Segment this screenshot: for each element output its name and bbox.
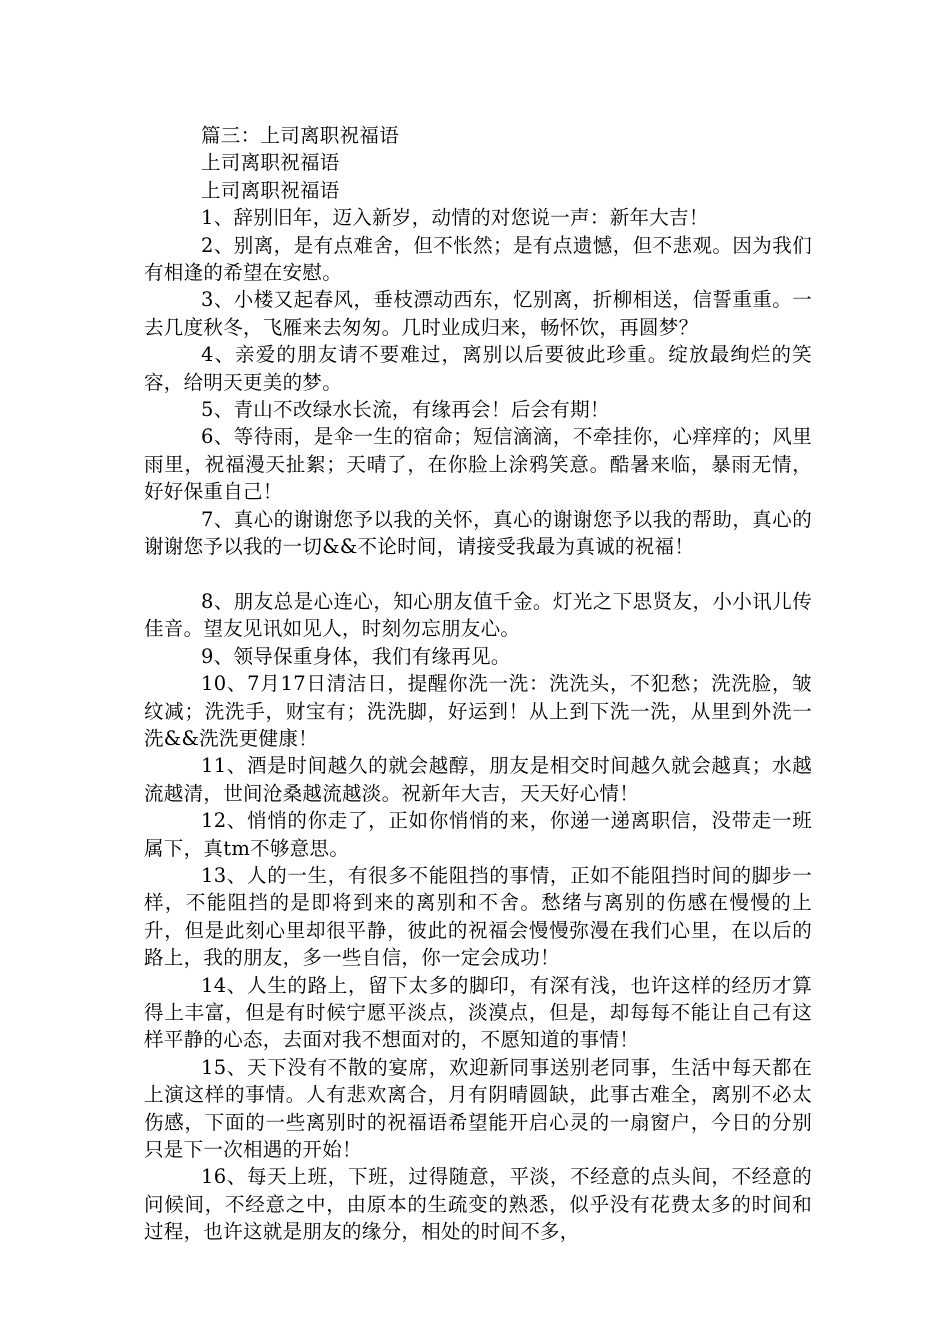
paragraph-7: 7、真心的谢谢您予以我的关怀，真心的谢谢您予以我的帮助，真心的谢谢您予以我的一切&&不论时间，请接受我最为真诚的祝福！ [144,507,812,559]
paragraph-9: 9、领导保重身体，我们有缘再见。 [201,644,511,668]
paragraph-14: 14、人生的路上，留下太多的脚印，有深有浅，也许这样的经历才算得上丰富，但是有时候宁愿平淡点，淡漠点，但是，却每每不能让自己有这样平静的心态，去面对我不想面对的，不愿知道的事情！ [144,973,812,1052]
paragraph-15: 15、天下没有不散的宴席，欢迎新同事送别老同事，生活中每天都在上演这样的事情。人有悲欢离合，月有阴晴圆缺，此事古难全，离别不必太伤感，下面的一些离别时的祝福语希望能开启心灵的一扇窗户，今日的分别只是下一次相遇的开始！ [144,1055,812,1162]
paragraph-2: 2、别离，是有点难舍，但不怅然；是有点遗憾，但不悲观。因为我们有相逢的希望在安慰。 [144,233,812,285]
paragraph-4: 4、亲爱的朋友请不要难过，离别以后要彼此珍重。绽放最绚烂的笑容，给明天更美的梦。 [144,343,812,394]
document-body [144,122,812,1246]
paragraph-12: 12、悄悄的你走了，正如你悄悄的来，你递一递离职信，没带走一班属下，真tm不够意思。 [144,809,812,860]
paragraph-6: 6、等待雨，是伞一生的宿命；短信滴滴，不牵挂你，心痒痒的；风里雨里，祝福漫天扯絮；天晴了，在你脸上涂鸦笑意。酷暑来临，暴雨无情，好好保重自己！ [144,425,812,504]
paragraph-10: 10、7月17日清洁日，提醒你洗一洗：洗洗头，不犯愁；洗洗脸，皱纹减；洗洗手，财宝有；洗洗脚，好运到！从上到下洗一洗，从里到外洗一洗&&洗洗更健康！ [144,672,812,750]
paragraph-8: 8、朋友总是心连心，知心朋友值千金。灯光之下思贤友，小小讯儿传佳音。望友见讯如见人，时刻勿忘朋友心。 [144,589,812,641]
paragraph-13: 13、人的一生，有很多不能阻挡的事情，正如不能阻挡时间的脚步一样，不能阻挡的是即将到来的离别和不舍。愁绪与离别的伤感在慢慢的上升，但是此刻心里却很平静，彼此的祝福会慢慢弥漫在我们心里，在以后的路上，我的朋友，多一些自信，你一定会成功！ [144,863,812,970]
paragraph-16: 16、每天上班，下班，过得随意，平淡，不经意的点头间，不经意的问候间，不经意之中，由原本的生疏变的熟悉，似乎没有花费太多的时间和过程，也许这就是朋友的缘分，相处的时间不多， [144,1165,812,1244]
paragraph-1: 1、辞别旧年，迈入新岁，动情的对您说一声：新年大吉！ [201,206,709,230]
paragraph-3: 3、小楼又起春风，垂枝漂动西东，忆别离，折柳相送，信誓重重。一去几度秋冬，飞雁来去匆匆。几时业成归来，畅怀饮，再圆梦？ [144,288,812,339]
article-subtitle: 上司离职祝福语 [201,178,340,202]
paragraph-5: 5、青山不改绿水长流，有缘再会！后会有期！ [201,398,610,422]
blank-line [144,561,812,588]
section-title: 篇三：上司离职祝福语 [201,124,400,147]
article-title: 上司离职祝福语 [201,151,340,175]
paragraph-11: 11、酒是时间越久的就会越醇，朋友是相交时间越久就会越真；水越流越清，世间沧桑越流越淡。祝新年大吉，天天好心情！ [144,754,812,805]
